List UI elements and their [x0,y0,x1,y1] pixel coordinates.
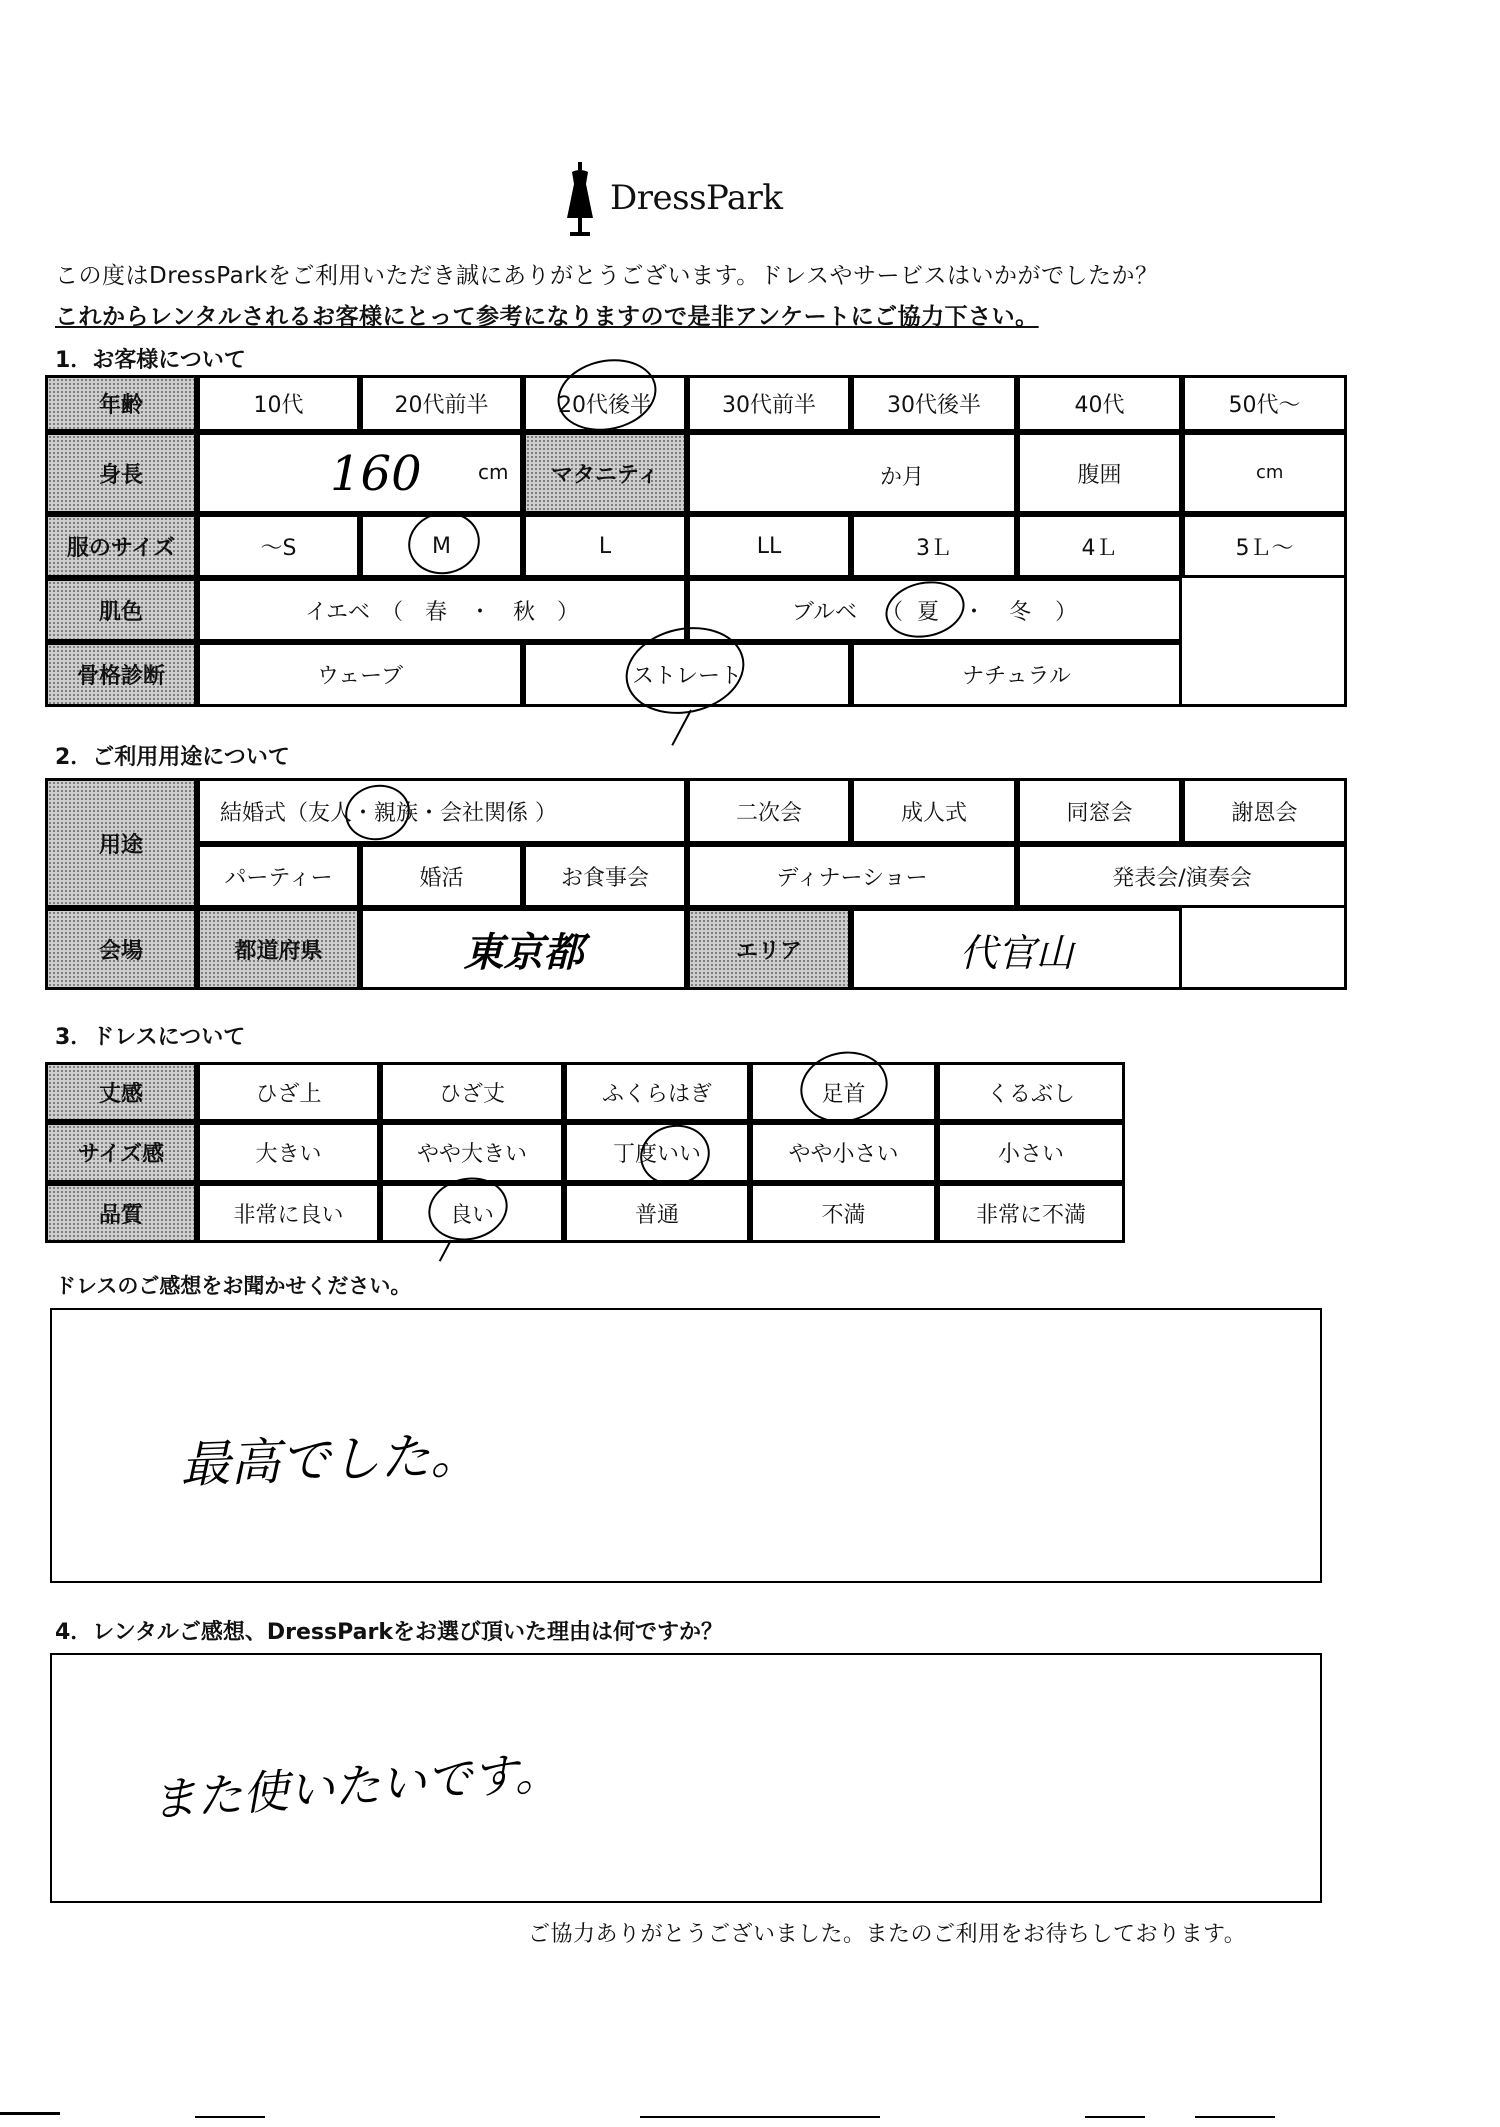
size-option[interactable]: 3Ｌ [851,514,1017,578]
length-option[interactable]: ふくらはぎ [564,1062,750,1122]
quality-option[interactable]: 不満 [750,1183,937,1243]
maternity-header: マタニティ [523,432,687,514]
size-option[interactable]: 5Ｌ～ [1182,514,1347,578]
height-header: 身長 [45,432,197,514]
frame-option[interactable]: ナチュラル [851,642,1182,707]
brand-name: DressPark [610,178,783,218]
usage-header: 用途 [45,778,197,908]
quality-option[interactable]: 普通 [564,1183,750,1243]
quality-option[interactable]: 非常に不満 [937,1183,1125,1243]
usage-option[interactable]: 発表会/演奏会 [1017,844,1347,908]
section-4-title: 4．レンタルご感想、DressParkをお選び頂いた理由は何ですか？ [55,1620,723,1645]
prefecture-field[interactable] [360,908,687,990]
months-unit: か月 [880,465,925,490]
frame-circle-tail [671,710,692,746]
usage-option[interactable]: ディナーショー [687,844,1017,908]
age-option[interactable]: 30代前半 [687,375,851,432]
skin-blue-close: ） [1055,599,1078,625]
age-option[interactable]: 20代前半 [360,375,523,432]
area-handwritten-value: 代官山 [959,930,1074,975]
venue-header: 会場 [45,908,197,990]
fit-option[interactable]: 大きい [197,1122,380,1183]
length-header: 丈感 [45,1062,197,1122]
size-option[interactable]: ～S [197,514,360,578]
usage-option[interactable]: 謝恩会 [1182,778,1347,844]
age-option[interactable]: 10代 [197,375,360,432]
height-unit: cm [478,460,509,484]
maternity-months-cell[interactable] [687,432,1017,514]
skin-blue-summer: 夏 [917,599,940,625]
height-handwritten-value: 160 [330,446,422,502]
length-option[interactable]: ひざ丈 [380,1062,564,1122]
intro-line-1: この度はDressParkをご利用いただき誠にありがとうございます。ドレスやサービスはいかがでしたか？ [55,263,1159,289]
scan-edge-mark [640,2116,880,2118]
size-option-selected[interactable]: M [360,514,523,578]
size-option[interactable]: 4Ｌ [1017,514,1182,578]
usage-option[interactable]: 同窓会 [1017,778,1182,844]
age-option[interactable]: 40代 [1017,375,1182,432]
skin-blue-winter: 冬 [1009,599,1032,625]
frame-option-selected[interactable]: ストレート [523,642,851,707]
scan-edge-mark [1085,2116,1145,2118]
dress-form-icon [560,160,600,240]
section-1-title: 1．お客様について [55,348,246,373]
waist-unit: cm [1256,462,1284,483]
section-2-title: 2．ご利用用途について [55,745,290,770]
usage-option[interactable]: お食事会 [523,844,687,908]
reason-comment-handwritten: また使いたいです。 [148,1744,562,1828]
usage-option[interactable]: 二次会 [687,778,851,844]
age-header: 年齢 [45,375,197,432]
fit-option[interactable]: やや大きい [380,1122,564,1183]
length-option[interactable]: ひざ上 [197,1062,380,1122]
usage-option[interactable]: 婚活 [360,844,523,908]
dresspark-logo [560,160,820,240]
prefecture-header: 都道府県 [197,908,360,990]
size-header: 服のサイズ [45,514,197,578]
area-header: エリア [687,908,851,990]
waist-label-cell: 腹囲 [1017,432,1182,514]
section-3-title: 3．ドレスについて [55,1025,246,1050]
scan-edge-mark [0,2112,60,2115]
age-option-selected[interactable]: 20代後半 [523,375,687,432]
quality-option[interactable]: 非常に良い [197,1183,380,1243]
area-field[interactable] [851,908,1182,990]
dress-comment-handwritten: 最高でした。 [179,1425,482,1495]
frame-option[interactable]: ウェーブ [197,642,523,707]
length-option-selected[interactable]: 足首 [750,1062,937,1122]
size-option[interactable]: L [523,514,687,578]
prefecture-handwritten-value: 東京都 [463,928,584,976]
scan-edge-mark [195,2116,265,2118]
skin-blue-prefix: ブルベ [791,599,858,625]
fit-option[interactable]: 小さい [937,1122,1125,1183]
size-option[interactable]: LL [687,514,851,578]
age-option[interactable]: 30代後半 [851,375,1017,432]
quality-header: 品質 [45,1183,197,1243]
age-option[interactable]: 50代～ [1182,375,1347,432]
skin-yellow-option[interactable]: イエベ （ 春 ・ 秋 ） [197,578,687,642]
fit-option[interactable]: やや小さい [750,1122,937,1183]
usage-option[interactable]: 成人式 [851,778,1017,844]
intro-line-2: これからレンタルされるお客様にとって参考になりますので是非アンケートにご協力下さい。 [55,304,1039,330]
skin-header: 肌色 [45,578,197,642]
usage-option[interactable]: パーティー [197,844,360,908]
quality-option-selected[interactable]: 良い [380,1183,564,1243]
frame-header: 骨格診断 [45,642,197,707]
scan-edge-mark [1195,2116,1275,2118]
dress-comment-prompt: ドレスのご感想をお聞かせください。 [55,1274,412,1298]
fit-header: サイズ感 [45,1122,197,1183]
skin-blue-dot: ・ [963,599,986,625]
usage-wedding-option[interactable]: 結婚式（友人・親族・会社関係 ） [197,778,687,844]
length-option[interactable]: くるぶし [937,1062,1125,1122]
closing-message: ご協力ありがとうございました。またのご利用をお待ちしております。 [528,1922,1247,1947]
skin-blue-open: （ [881,599,904,625]
fit-option-selected[interactable]: 丁度いい [564,1122,750,1183]
